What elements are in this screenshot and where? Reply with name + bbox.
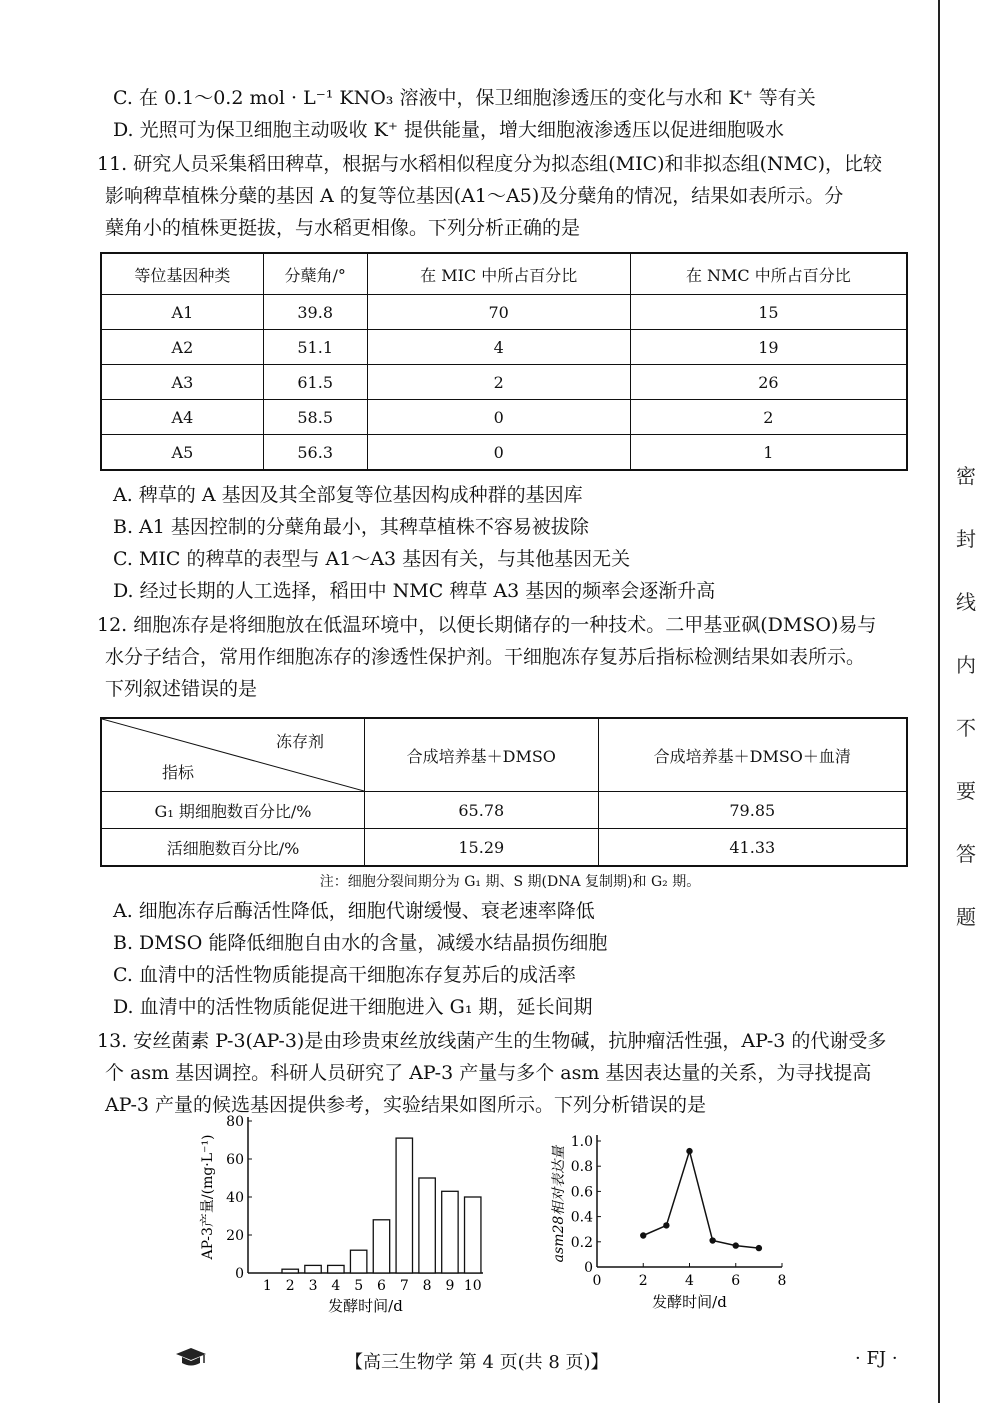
table-cell: 70	[367, 295, 630, 330]
q13-figures	[190, 1105, 810, 1325]
seal-char: 答	[956, 842, 976, 866]
table-cell: 26	[630, 365, 907, 400]
q11-option-b: B. A1 基因控制的分蘖角最小，其稗草植株不容易被拔除	[113, 516, 589, 538]
table-header-cell: 合成培养基＋DMSO	[365, 718, 599, 792]
data-point	[709, 1237, 715, 1243]
seal-line	[938, 0, 940, 1403]
x-tick-label: 10	[463, 1278, 482, 1294]
q12-note: 注：细胞分裂间期分为 G₁ 期、S 期(DNA 复制期)和 G₂ 期。	[319, 874, 701, 890]
data-point	[686, 1148, 692, 1154]
q11-table	[100, 252, 908, 471]
series-line	[643, 1151, 759, 1248]
table-cell: A5	[101, 435, 263, 471]
bar	[442, 1191, 458, 1273]
table-cell: 56.3	[263, 435, 367, 471]
footer-region-code: · FJ ·	[855, 1348, 898, 1369]
table-row	[101, 400, 907, 435]
table-header-cell: 合成培养基＋DMSO＋血清	[598, 718, 907, 792]
seal-notice	[948, 460, 984, 930]
q10-option-d: D. 光照可为保卫细胞主动吸收 K⁺ 提供能量，增大细胞液渗透压以促进细胞吸水	[113, 119, 784, 141]
table-cell: 65.78	[365, 792, 599, 829]
table-cell: 15	[630, 295, 907, 330]
y-tick-label: 0	[235, 1266, 244, 1282]
table-cell: 0	[367, 400, 630, 435]
table-header-cell: 在 NMC 中所占百分比	[630, 253, 907, 295]
q13-stem-line: 个 asm 基因调控。科研人员研究了 AP-3 产量与多个 asm 基因表达量的关系，为寻找提高	[105, 1062, 872, 1084]
x-tick-label: 8	[777, 1273, 787, 1289]
corner-bottom-label: 指标	[162, 763, 195, 782]
q11-stem-line: 蘖角小的植株更挺拔，与水稻更相像。下列分析正确的是	[105, 217, 581, 239]
y-tick-label: 20	[226, 1228, 244, 1244]
table-cell: A4	[101, 400, 263, 435]
page-content	[97, 82, 915, 1121]
y-tick-label: 0.2	[570, 1234, 593, 1251]
table-cell: A3	[101, 365, 263, 400]
y-tick-label: 0.8	[570, 1159, 593, 1176]
y-tick-label: 40	[226, 1190, 244, 1206]
y-tick-label: 0.6	[570, 1184, 593, 1201]
table-header-cell: 分蘖角/°	[263, 253, 367, 295]
table-cell: A1	[101, 295, 263, 330]
table-cell: 0	[367, 435, 630, 471]
x-tick-label: 5	[354, 1278, 364, 1294]
table-cell: 2	[367, 365, 630, 400]
seal-char: 线	[956, 590, 976, 614]
table-cell: 61.5	[263, 365, 367, 400]
q10-option-c: C. 在 0.1～0.2 mol · L⁻¹ KNO₃ 溶液中，保卫细胞渗透压的变化与水和 K⁺ 等有关	[113, 87, 816, 109]
asm28-expression-line-chart	[545, 1105, 805, 1320]
corner-top-label: 冻存剂	[275, 732, 324, 751]
x-tick-label: 4	[685, 1273, 694, 1289]
y-axis-label: asm28相对表达量	[551, 1145, 567, 1263]
y-axis-label: AP-3产量/(mg·L⁻¹)	[200, 1134, 216, 1260]
bar	[419, 1178, 435, 1273]
x-tick-label: 9	[445, 1278, 455, 1294]
table-row	[101, 435, 907, 471]
table-header-cell: 等位基因种类	[101, 253, 263, 295]
table-cell: 58.5	[263, 400, 367, 435]
q12-table	[100, 717, 908, 867]
table-cell: 4	[367, 330, 630, 365]
y-tick-label: 0.4	[570, 1209, 593, 1226]
data-point	[640, 1232, 646, 1238]
q11-stem-line: 影响稗草植株分蘖的基因 A 的复等位基因(A1～A5)及分蘖角的情况，结果如表所示。分	[105, 185, 844, 207]
footer-page-info: 【高三生物学 第 4 页(共 8 页)】	[345, 1352, 609, 1373]
bar	[305, 1265, 321, 1273]
table-cell: 19	[630, 330, 907, 365]
q12-option-b: B. DMSO 能降低细胞自由水的含量，减缓水结晶损伤细胞	[113, 932, 608, 954]
y-tick-label: 80	[226, 1114, 244, 1130]
bar	[396, 1138, 412, 1273]
bar	[465, 1197, 481, 1273]
seal-char: 内	[956, 653, 976, 677]
y-tick-label: 0	[584, 1260, 593, 1276]
x-tick-label: 3	[308, 1278, 318, 1294]
graduation-cap-icon	[175, 1346, 207, 1368]
table-header-row	[101, 253, 907, 295]
x-tick-label: 8	[422, 1278, 432, 1294]
table-row	[101, 330, 907, 365]
q12-stem-line: 下列叙述错误的是	[105, 678, 258, 700]
seal-char: 题	[956, 905, 976, 929]
table-cell: 51.1	[263, 330, 367, 365]
data-point	[756, 1245, 762, 1251]
data-point	[733, 1242, 739, 1248]
bar	[282, 1269, 298, 1273]
q11-stem-line: 11. 研究人员采集稻田稗草，根据与水稻相似程度分为拟态组(MIC)和非拟态组(NMC)，比较	[97, 153, 883, 175]
x-tick-label: 2	[638, 1273, 648, 1289]
table-row	[101, 792, 907, 829]
q12-option-a: A. 细胞冻存后酶活性降低，细胞代谢缓慢、衰老速率降低	[113, 900, 595, 922]
bar	[350, 1250, 366, 1273]
table-cell: 41.33	[598, 829, 907, 867]
table-row	[101, 295, 907, 330]
y-tick-label: 60	[226, 1152, 244, 1168]
seal-char: 要	[956, 779, 976, 803]
x-tick-label: 6	[377, 1278, 386, 1294]
table-header-cell: 在 MIC 中所占百分比	[367, 253, 630, 295]
table-cell: A2	[101, 330, 263, 365]
ap3-yield-bar-chart	[190, 1105, 490, 1320]
q12-option-c: C. 血清中的活性物质能提高干细胞冻存复苏后的成活率	[113, 964, 576, 986]
table-cell: 2	[630, 400, 907, 435]
x-axis-label: 发酵时间/d	[652, 1293, 727, 1311]
q13-stem-line: AP-3 产量的候选基因提供参考，实验结果如图所示。下列分析错误的是	[105, 1094, 707, 1116]
table-cell: 15.29	[365, 829, 599, 867]
seal-char: 封	[956, 527, 976, 551]
table-cell: G₁ 期细胞数百分比/%	[101, 792, 365, 829]
q12-stem-line: 12. 细胞冻存是将细胞放在低温环境中，以便长期储存的一种技术。二甲基亚砜(DMSO)易与	[97, 614, 877, 636]
table-cell: 活细胞数百分比/%	[101, 829, 365, 867]
x-tick-label: 7	[399, 1278, 409, 1294]
x-tick-label: 0	[592, 1273, 602, 1289]
table-row	[101, 365, 907, 400]
table-cell: 1	[630, 435, 907, 471]
table-header-row	[101, 718, 907, 792]
diagonal-line	[102, 719, 364, 791]
table-corner-cell	[101, 718, 365, 792]
q11-option-c: C. MIC 的稗草的表型与 A1～A3 基因有关，与其他基因无关	[113, 548, 631, 570]
x-tick-label: 2	[285, 1278, 295, 1294]
seal-char: 不	[956, 716, 976, 740]
x-tick-label: 6	[731, 1273, 741, 1289]
table-cell: 39.8	[263, 295, 367, 330]
bar	[328, 1265, 344, 1273]
table-cell: 79.85	[598, 792, 907, 829]
q12-option-d: D. 血清中的活性物质能促进干细胞进入 G₁ 期，延长间期	[113, 996, 593, 1018]
y-tick-label: 1.0	[570, 1134, 593, 1150]
q11-option-d: D. 经过长期的人工选择，稻田中 NMC 稗草 A3 基因的频率会逐渐升高	[113, 580, 716, 602]
q13-stem-line: 13. 安丝菌素 P-3(AP-3)是由珍贵束丝放线菌产生的生物碱，抗肿瘤活性强，AP-3 的代谢受多	[97, 1030, 887, 1052]
bar	[373, 1220, 389, 1273]
x-tick-label: 4	[331, 1278, 341, 1294]
data-point	[663, 1222, 669, 1228]
q12-stem-line: 水分子结合，常用作细胞冻存的渗透性保护剂。干细胞冻存复苏后指标检测结果如表所示。	[105, 646, 866, 668]
x-tick-label: 1	[262, 1278, 272, 1294]
table-row	[101, 829, 907, 867]
q11-option-a: A. 稗草的 A 基因及其全部复等位基因构成种群的基因库	[113, 484, 583, 506]
x-axis-label: 发酵时间/d	[328, 1297, 403, 1315]
seal-char: 密	[956, 464, 976, 488]
